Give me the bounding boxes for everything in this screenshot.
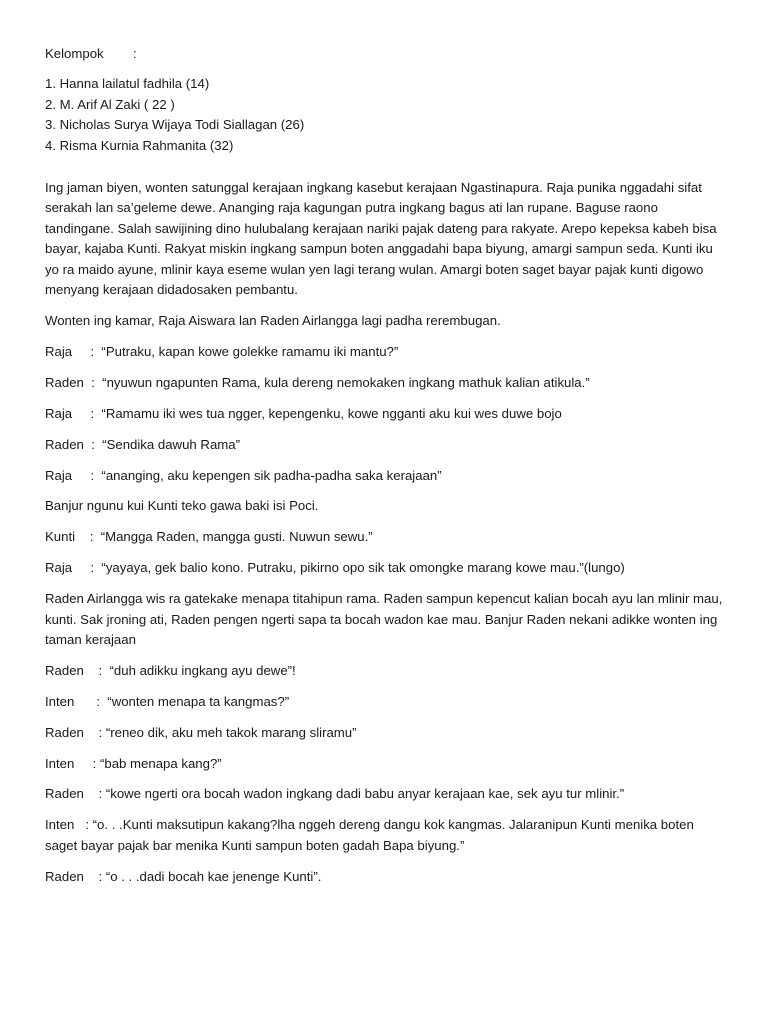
member-3: 3. Nicholas Surya Wijaya Todi Siallagan (26) xyxy=(45,117,305,133)
dialogue-line: Inten : “wonten menapa ta kangmas?” xyxy=(45,693,290,709)
narration-paragraph: Banjur ngunu kui Kunti teko gawa baki isi Poci. xyxy=(45,498,319,514)
dialogue-line: Raja : “yayaya, gek balio kono. Putraku, pikirno opo sik tak omongke marang kowe mau.”(lungo) xyxy=(45,560,625,576)
dialogue-line: Raden : “Sendika dawuh Rama” xyxy=(45,436,240,452)
narration-paragraph: Wonten ing kamar, Raja Aiswara lan Raden Airlangga lagi padha rerembugan. xyxy=(45,312,501,328)
dialogue-line: Raja : “ananging, aku kepengen sik padha-padha saka kerajaan” xyxy=(45,467,442,483)
dialogue-line: Raden : “kowe ngerti ora bocah wadon ingkang dadi babu anyar kerajaan kae, sek ayu tur mlinir.” xyxy=(45,786,625,802)
member-2: 2. M. Arif Al Zaki ( 22 ) xyxy=(45,96,175,112)
dialogue-line: Raden : “reneo dik, aku meh takok marang sliramu” xyxy=(45,724,357,740)
member-1: 1. Hanna lailatul fadhila (14) xyxy=(45,76,210,92)
narration-paragraph: Raden Airlangga wis ra gatekake menapa titahipun rama. Raden sampun kepencut kalian bocah ayu lan mlinir mau, kunti. Sak jroning ati, Raden pengen ngerti sapa ta bocah wadon kae mau. Banjur Raden nekani adikke wonten ing taman kerajaan xyxy=(45,591,723,647)
dialogue-line: Raja : “Putraku, kapan kowe golekke ramamu iki mantu?” xyxy=(45,343,399,359)
dialogue-line: Kunti : “Mangga Raden, mangga gusti. Nuwun sewu.” xyxy=(45,529,373,545)
document-page xyxy=(45,44,725,898)
dialogue-line: Raden : “duh adikku ingkang ayu dewe”! xyxy=(45,662,296,678)
dialogue-line: Inten : “o. . .Kunti maksutipun kakang?lha nggeh dereng dangu kok kangmas. Jalaranipun Kunti menika boten saget bayar pajak bar menika Kunti sampun boten gadah Bapa biyung.” xyxy=(45,817,698,853)
group-label: Kelompok : xyxy=(45,46,137,61)
dialogue-line: Inten : “bab menapa kang?” xyxy=(45,755,222,771)
member-4: 4. Risma Kurnia Rahmanita (32) xyxy=(45,137,234,153)
dialogue-line: Raja : “Ramamu iki wes tua ngger, kepengenku, kowe ngganti aku kui wes duwe bojo xyxy=(45,405,562,421)
story-intro-paragraph: Ing jaman biyen, wonten satunggal kerajaan ingkang kasebut kerajaan Ngastinapura. Raja punika nggadahi sifat serakah lan sa’geleme dewe. Ananging raja kagungan putra ingkang bagus ati lan rupane. Baguse raono tandingane. Salah sawijining dino hulubalang kerajaan nariki pajak dateng para rakyate. Arepo kepeksa kabeh bisa bayar, kajaba Kunti. Rakyat miskin ingkang sampun boten anggadahi bapa biyung, amargi sampun seda. Kunti iku yo ra maido ayune, mlinir kaya eseme wulan yen lagi terang wulan. Amargi boten saget bayar pajak kunti digowo menyang kerajaan didadosaken pembantu. xyxy=(45,180,717,298)
dialogue-line: Raden : “o . . .dadi bocah kae jenenge Kunti”. xyxy=(45,868,322,884)
dialogue-line: Raden : “nyuwun ngapunten Rama, kula dereng nemokaken ingkang mathuk kalian atikula.” xyxy=(45,374,590,390)
